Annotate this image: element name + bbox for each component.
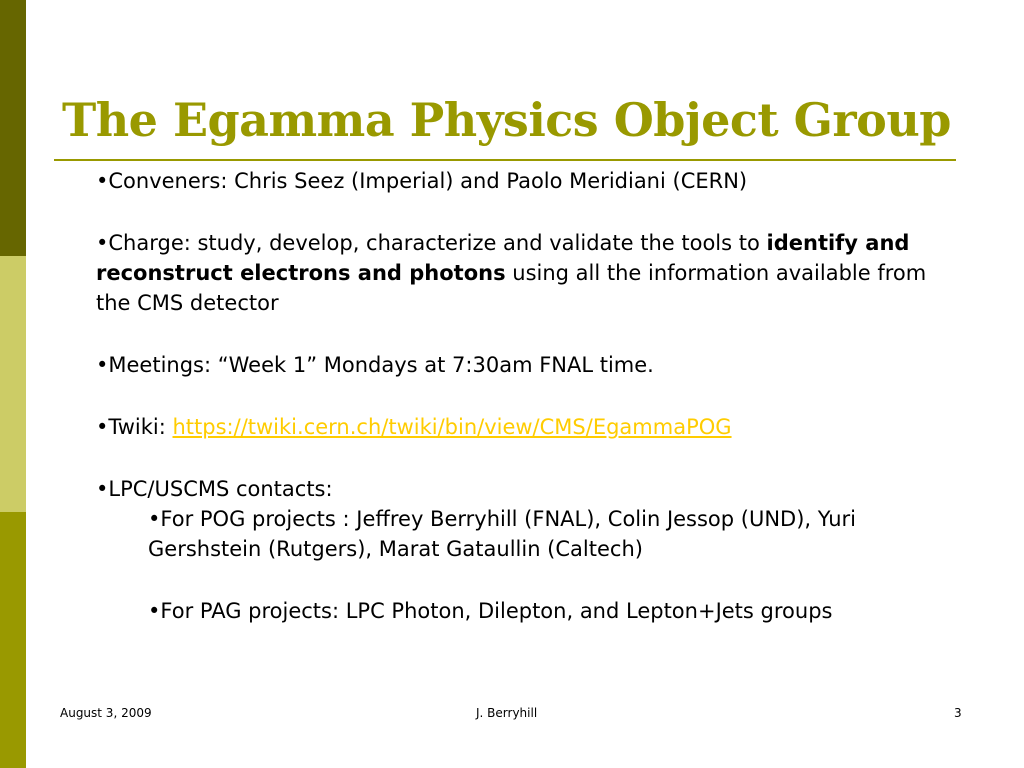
bullet-contacts: •LPC/USCMS contacts:: [96, 477, 333, 501]
title-divider: [54, 159, 956, 161]
footer-page-number: 3: [954, 706, 962, 720]
bullet-charge: [96, 228, 956, 318]
side-stripe-middle: [0, 256, 26, 512]
bullet-meetings: •Meetings: “Week 1” Mondays at 7:30am FNAL time.: [96, 353, 654, 377]
side-stripe-top: [0, 0, 26, 256]
charge-text-before: •Charge: study, develop, characterize and validate the tools to: [96, 231, 767, 255]
side-stripe-bottom: [0, 512, 26, 768]
charge-text-after: using all the information available from the CMS detector: [96, 261, 927, 315]
sub-bullet-pog: •For POG projects : Jeffrey Berryhill (FNAL), Colin Jessop (UND), Yuri Gershstein (Rutgers), Marat Gataullin (Caltech): [148, 507, 856, 561]
twiki-label: •Twiki:: [96, 415, 173, 439]
bullet-conveners: •Conveners: Chris Seez (Imperial) and Paolo Meridiani (CERN): [96, 169, 748, 193]
twiki-link[interactable]: https://twiki.cern.ch/twiki/bin/view/CMS/EgammaPOG: [172, 415, 732, 439]
slide-title: The Egamma Physics Object Group: [62, 93, 951, 147]
footer-date: August 3, 2009: [60, 706, 152, 720]
charge-text-bold: identify and reconstruct electrons and photons: [96, 231, 910, 285]
footer-author: J. Berryhill: [476, 706, 538, 720]
sub-bullet-pag: •For PAG projects: LPC Photon, Dilepton, and Lepton+Jets groups: [148, 599, 833, 623]
bullet-twiki: [96, 412, 956, 442]
slide-body: [96, 166, 956, 626]
